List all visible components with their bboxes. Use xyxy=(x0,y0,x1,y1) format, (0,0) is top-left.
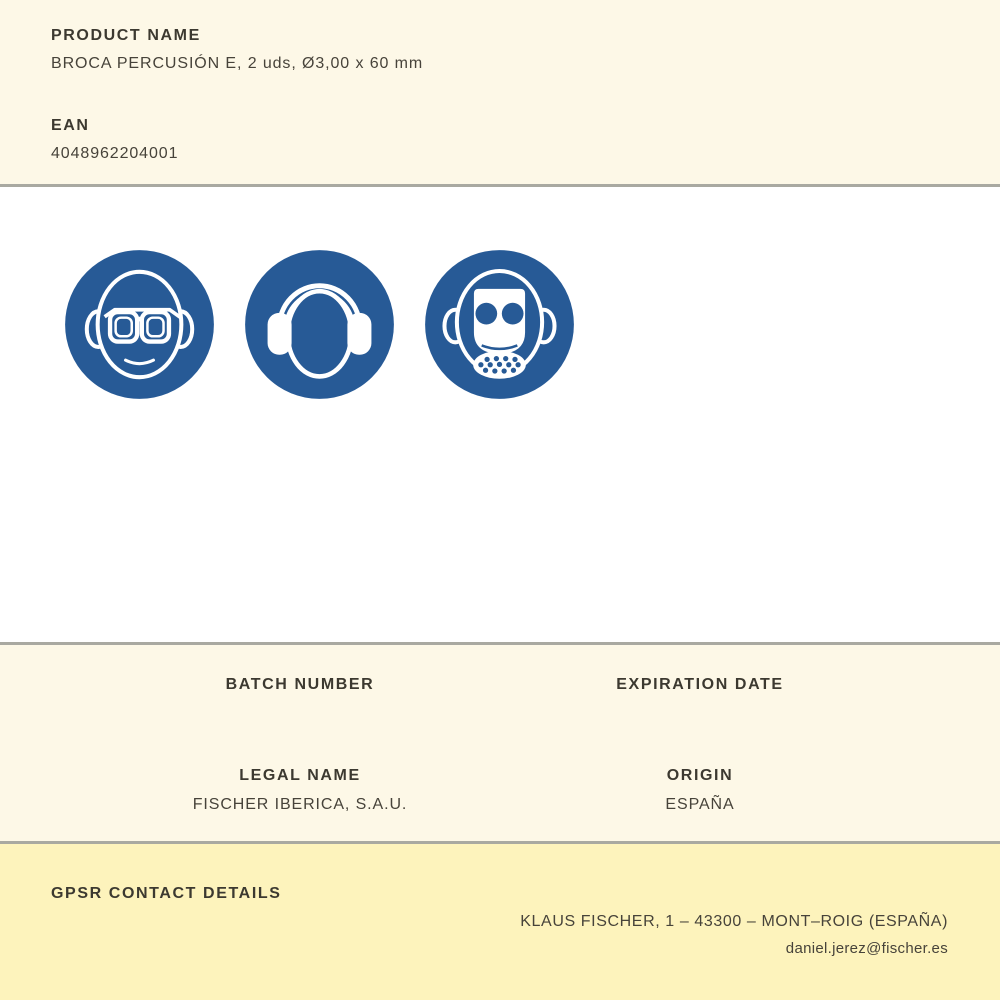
product-info-section xyxy=(0,0,1000,184)
batch-number-label: BATCH NUMBER xyxy=(225,676,375,693)
batch-number-cell xyxy=(100,645,500,693)
wear-eye-protection-icon xyxy=(62,247,217,402)
gpsr-email: daniel.jerez@fischer.es xyxy=(785,940,948,957)
expiration-date-cell xyxy=(500,645,900,693)
origin-value: ESPAÑA xyxy=(665,796,735,813)
details-section xyxy=(0,642,1000,841)
wear-respiratory-protection-icon xyxy=(422,247,577,402)
origin-cell xyxy=(500,693,900,813)
product-name-value: BROCA PERCUSIÓN E, 2 uds, Ø3,00 x 60 mm xyxy=(51,55,424,72)
wear-ear-protection-icon xyxy=(242,247,397,402)
ean-value: 4048962204001 xyxy=(51,145,179,162)
gpsr-address: KLAUS FISCHER, 1 – 43300 – MONT–ROIG (ESPAÑA) xyxy=(520,913,948,930)
legal-name-label: LEGAL NAME xyxy=(239,767,361,784)
ean-label: EAN xyxy=(51,117,90,134)
product-name-label: PRODUCT NAME xyxy=(51,27,201,44)
details-grid xyxy=(100,645,900,813)
origin-label: ORIGIN xyxy=(666,767,734,784)
expiration-date-label: EXPIRATION DATE xyxy=(616,676,784,693)
safety-icons-section xyxy=(0,184,1000,642)
gpsr-contact-section xyxy=(0,841,1000,1000)
gpsr-contact-label: GPSR CONTACT DETAILS xyxy=(51,885,282,902)
legal-name-value: FISCHER IBERICA, S.A.U. xyxy=(192,796,408,813)
safety-icons-row xyxy=(62,247,1000,402)
legal-name-cell xyxy=(100,693,500,813)
